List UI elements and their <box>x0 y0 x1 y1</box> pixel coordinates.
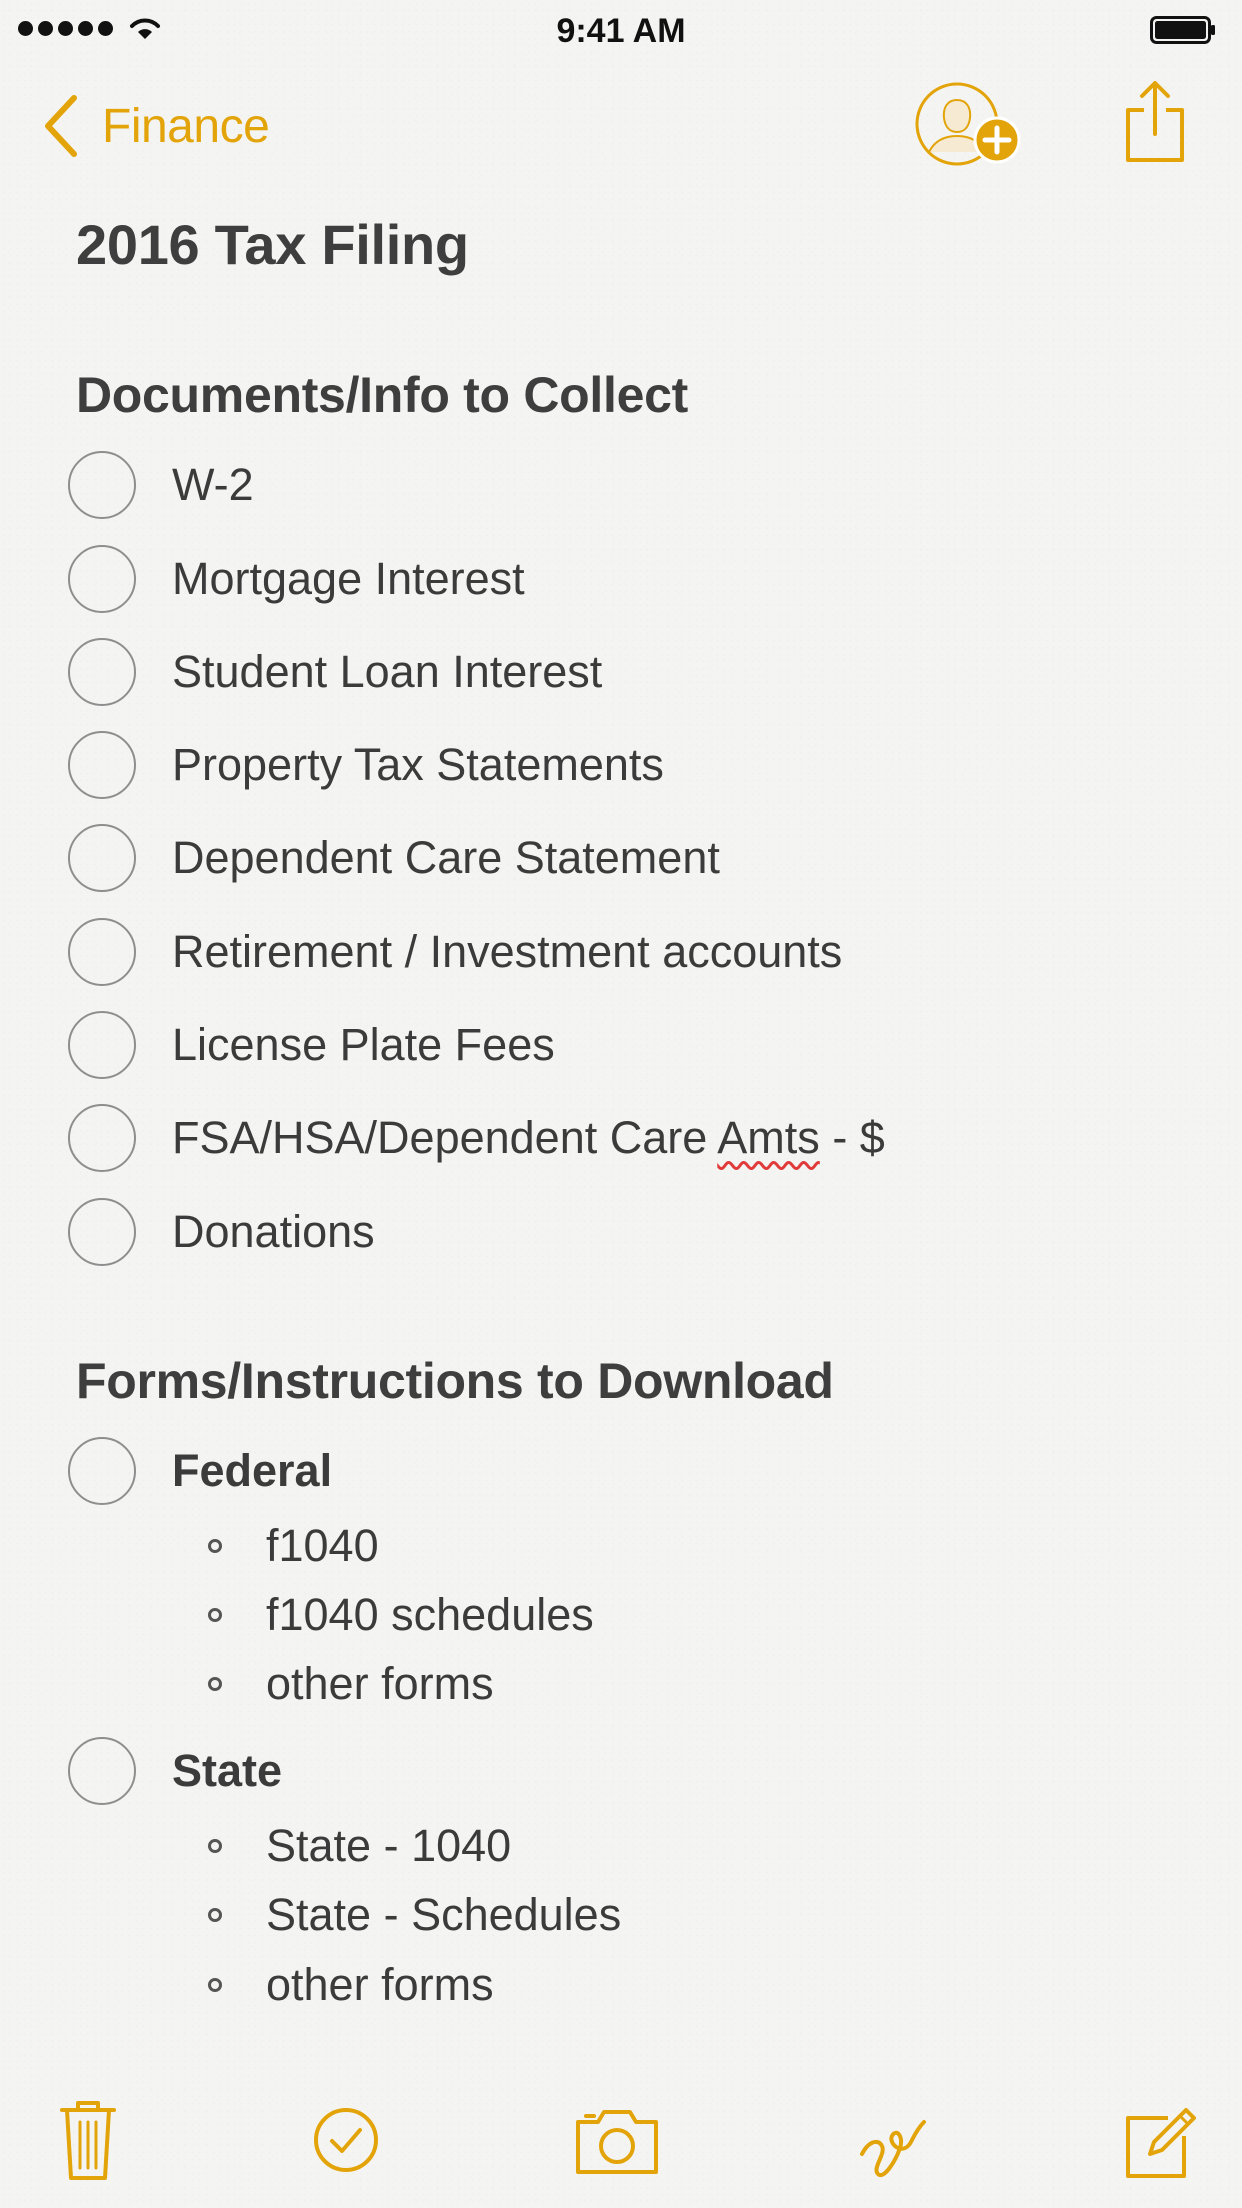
checklist-checkbox[interactable] <box>68 918 136 986</box>
checklist-checkbox[interactable] <box>68 451 136 519</box>
checklist-checkbox[interactable] <box>68 824 136 892</box>
checklist-item-label[interactable]: License Plate Fees <box>172 1019 555 1070</box>
section-heading-documents[interactable]: Documents/Info to Collect <box>76 367 688 423</box>
checklist-checkbox[interactable] <box>68 638 136 706</box>
add-person-icon[interactable] <box>913 80 1025 170</box>
checklist-item-state[interactable] <box>68 1735 282 1807</box>
checklist-item[interactable] <box>68 636 602 708</box>
list-item[interactable] <box>208 1656 494 1712</box>
list-item[interactable] <box>208 1518 379 1574</box>
list-item[interactable] <box>208 1957 494 2013</box>
list-item[interactable] <box>208 1818 511 1874</box>
section-heading-forms[interactable]: Forms/Instructions to Download <box>76 1353 834 1409</box>
checklist-checkbox[interactable] <box>68 1104 136 1172</box>
bullet-icon <box>208 1677 222 1691</box>
checklist-item-label[interactable]: Dependent Care Statement <box>172 832 720 883</box>
checklist-item[interactable] <box>68 916 842 988</box>
status-bar <box>0 0 1242 62</box>
camera-button[interactable] <box>574 2098 660 2182</box>
sketch-button[interactable] <box>858 2098 928 2182</box>
checklist-item-label[interactable]: Mortgage Interest <box>172 553 525 604</box>
checklist-item-label[interactable]: State <box>172 1745 283 1796</box>
label-prefix: FSA/HSA/Dependent Care <box>172 1112 718 1163</box>
checklist-item-label[interactable]: Federal <box>172 1445 333 1496</box>
checklist-item-label[interactable] <box>172 1112 885 1164</box>
compose-button[interactable] <box>1124 2098 1196 2182</box>
checklist-item[interactable] <box>68 543 525 615</box>
checklist-button[interactable] <box>313 2098 379 2182</box>
status-time: 9:41 AM <box>556 12 686 50</box>
checklist-item-federal[interactable] <box>68 1435 332 1507</box>
list-item-label[interactable]: State - Schedules <box>266 1889 622 1940</box>
list-item[interactable] <box>208 1587 594 1643</box>
checklist-item-label[interactable]: Property Tax Statements <box>172 739 664 790</box>
bullet-icon <box>208 1978 222 1992</box>
bullet-icon <box>208 1539 222 1553</box>
checklist-item-label[interactable]: Student Loan Interest <box>172 646 603 697</box>
delete-button[interactable] <box>58 2098 118 2182</box>
sketch-icon <box>858 2098 928 2182</box>
checklist-checkbox[interactable] <box>68 1437 136 1505</box>
checklist-item-label[interactable]: Retirement / Investment accounts <box>172 926 843 977</box>
checklist-item[interactable] <box>68 822 720 894</box>
misspelled-word[interactable]: Amts <box>717 1112 820 1163</box>
checklist-item[interactable] <box>68 1102 885 1174</box>
bullet-icon <box>208 1839 222 1853</box>
list-item-label[interactable]: other forms <box>266 1959 494 2010</box>
back-button-label: Finance <box>102 99 270 153</box>
label-suffix: - $ <box>819 1112 885 1163</box>
list-item[interactable] <box>208 1887 621 1943</box>
checklist-item-label[interactable]: Donations <box>172 1206 375 1257</box>
checklist-checkbox[interactable] <box>68 731 136 799</box>
checklist-checkbox[interactable] <box>68 1198 136 1266</box>
share-icon[interactable] <box>1124 80 1186 164</box>
back-button[interactable] <box>40 94 269 158</box>
checklist-item-label[interactable]: W-2 <box>172 459 254 510</box>
compose-icon <box>1124 2098 1196 2182</box>
bullet-icon <box>208 1608 222 1622</box>
checklist-checkbox[interactable] <box>68 545 136 613</box>
note-title[interactable]: 2016 Tax Filing <box>76 213 469 276</box>
checklist-item[interactable] <box>68 1196 375 1268</box>
checklist-item[interactable] <box>68 729 664 801</box>
list-item-label[interactable]: other forms <box>266 1658 494 1709</box>
checklist-item[interactable] <box>68 449 254 521</box>
list-item-label[interactable]: State - 1040 <box>266 1820 512 1871</box>
trash-icon <box>58 2098 118 2182</box>
checklist-icon <box>313 2098 379 2182</box>
bullet-icon <box>208 1908 222 1922</box>
camera-icon <box>574 2098 660 2182</box>
list-item-label[interactable]: f1040 <box>266 1520 379 1571</box>
battery-icon <box>1150 16 1216 44</box>
chevron-left-icon <box>40 94 82 158</box>
checklist-checkbox[interactable] <box>68 1011 136 1079</box>
checklist-checkbox[interactable] <box>68 1737 136 1805</box>
list-item-label[interactable]: f1040 schedules <box>266 1589 594 1640</box>
checklist-item[interactable] <box>68 1009 555 1081</box>
